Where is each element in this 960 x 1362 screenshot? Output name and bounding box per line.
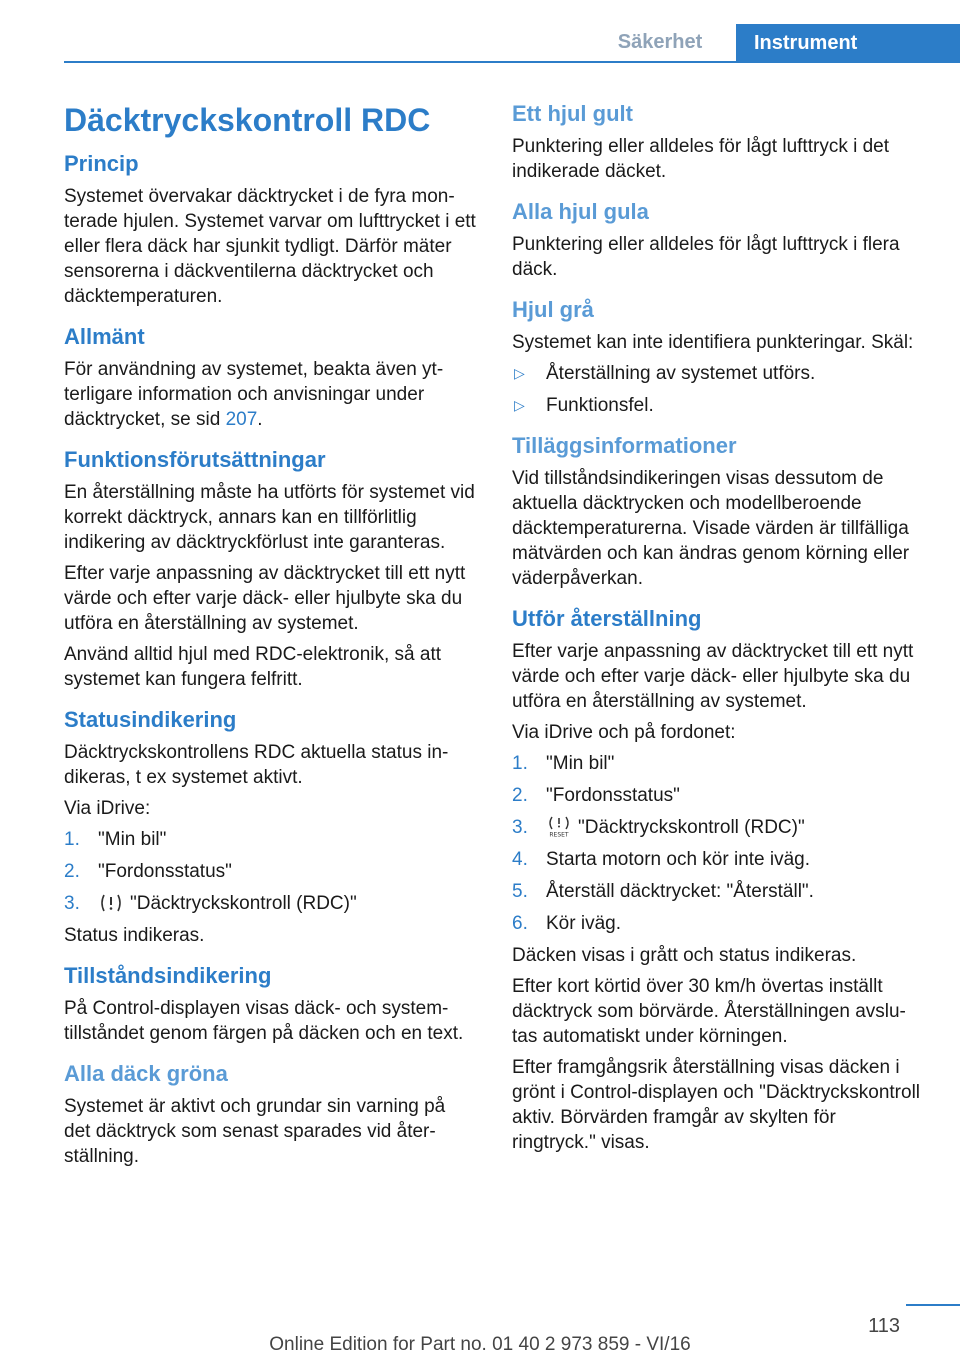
reset-label: RESET: [549, 831, 569, 838]
page-link[interactable]: 207: [225, 409, 258, 430]
heading-funktion: Funktionsförutsättningar: [64, 447, 326, 472]
step-text: Återställ däcktrycket: "Återställ".: [546, 881, 814, 902]
text-utfor-3: Däcken visas i grått och status indikeras.: [512, 945, 857, 966]
chapter-tab[interactable]: Instrument: [736, 24, 960, 62]
edition-text: Online Edition for Part no. 01 40 2 973 859 - VI/16: [269, 1334, 691, 1355]
status-steps: [64, 827, 476, 916]
heading-grona: Alla däck gröna: [64, 1061, 228, 1086]
reset-steps: [512, 751, 924, 936]
text-princip: Systemet övervakar däcktrycket i de fyra mon-terade hjulen. Systemet varvar om lufttrycket i ett eller flera däck har sjunkit tydligt. Därför mäter sensorerna i däckventilerna däcktrycket och däcktemperaturen.: [64, 186, 476, 307]
text-tillagg: Vid tillståndsindikeringen visas dessutom de aktuella däcktrycken och modellberoende däcktemperaturerna. Visade värden är tillfälliga mätvärden och kan ändras genom körning eller väderpåverkan.: [512, 468, 910, 589]
step-number: 1.: [64, 829, 80, 850]
step-text: Starta motorn och kör inte iväg.: [546, 849, 811, 870]
heading-gult: Ett hjul gult: [512, 101, 633, 126]
heading-tillagg: Tilläggsinformationer: [512, 433, 737, 458]
text-grona: Systemet är aktivt och grundar sin varning på det däcktryck som senast sparades vid åter-ställning.: [64, 1096, 446, 1167]
step-text: "Däcktryckskontroll (RDC)": [578, 817, 805, 838]
text-utfor-1: Efter varje anpassning av däcktrycket till ett nytt värde och efter varje däck- eller hjulbyte ska du utföra en återställning av systemet.: [512, 641, 914, 712]
text-allmant-tail: .: [257, 409, 263, 430]
text-status-1: Däcktryckskontrollens RDC aktuella status in-dikeras, t ex systemet aktivt.: [64, 742, 449, 788]
step-text: "Däcktryckskontroll (RDC)": [130, 893, 357, 914]
page-title: Däcktryckskontroll RDC: [64, 102, 431, 138]
step-number: 4.: [512, 849, 528, 870]
bullet-text: Funktionsfel.: [546, 395, 654, 416]
step-number: 6.: [512, 913, 528, 934]
heading-gula: Alla hjul gula: [512, 199, 649, 224]
step-text: "Min bil": [98, 829, 167, 850]
text-utfor-2: Via iDrive och på fordonet:: [512, 722, 736, 743]
text-tillstand: På Control-displayen visas däck- och system-tillståndet genom färgen på däcken och en text.: [64, 998, 464, 1044]
text-funktion-1: En återställning måste ha utförts för systemet vid korrekt däcktryck, annars kan en tillförlitlig indikering av däcktryckförlust inte garanteras.: [64, 482, 475, 553]
text-allmant: [64, 357, 476, 432]
step-text: "Fordonsstatus": [546, 785, 680, 806]
heading-gra: Hjul grå: [512, 297, 594, 322]
step-text: Kör iväg.: [546, 913, 621, 934]
step-text: "Fordonsstatus": [98, 861, 232, 882]
tire-warning-icon: [98, 892, 124, 914]
text-allmant-body: För användning av systemet, beakta även yt-terligare information och anvisningar under däcktrycket, se sid: [64, 359, 444, 430]
tire-reset-icon: [546, 816, 572, 838]
text-funktion-2: Efter varje anpassning av däcktrycket till ett nytt värde och efter varje däck- eller hjulbyte ska du utföra en återställning av systemet.: [64, 563, 466, 634]
heading-princip: Princip: [64, 151, 139, 176]
list-item: [512, 847, 924, 872]
step-number: 3.: [64, 893, 80, 914]
text-gra: Systemet kan inte identifiera punkteringar. Skäl:: [512, 332, 914, 353]
list-item: [512, 751, 924, 776]
list-item: [64, 827, 476, 852]
step-number: 5.: [512, 881, 528, 902]
list-item: [512, 783, 924, 808]
reason-list: [512, 361, 924, 418]
text-utfor-5: Efter framgångsrik återställning visas däcken i grönt i Control-displayen och "Däcktryckskontroll aktiv. Börvärden framgår av skylten för ringtryck." visas.: [512, 1057, 921, 1153]
list-item: [512, 393, 924, 418]
heading-utfor: Utför återställning: [512, 606, 702, 631]
step-number: 2.: [64, 861, 80, 882]
footer-rule: [906, 1304, 960, 1306]
heading-tillstand: Tillståndsindikering: [64, 963, 272, 988]
list-item: [64, 859, 476, 884]
triangle-bullet-icon: ▷: [514, 365, 525, 381]
text-utfor-4: Efter kort körtid över 30 km/h övertas inställt däcktryck som börvärde. Återställningen avslu-tas automatiskt under körningen.: [512, 976, 906, 1047]
list-item: [512, 361, 924, 386]
heading-status: Statusindikering: [64, 707, 237, 732]
bullet-text: Återställning av systemet utförs.: [546, 363, 816, 384]
list-item: [512, 879, 924, 904]
step-number: 1.: [512, 753, 528, 774]
page-header: [0, 24, 960, 62]
text-status-3: Status indikeras.: [64, 925, 205, 946]
text-funktion-3: Använd alltid hjul med RDC-elektronik, så att systemet kan fungera felfritt.: [64, 644, 442, 690]
step-text: "Min bil": [546, 753, 615, 774]
list-item: [512, 911, 924, 936]
step-number: 2.: [512, 785, 528, 806]
triangle-bullet-icon: ▷: [514, 397, 525, 413]
right-column: [512, 100, 924, 1155]
text-gula: Punktering eller alldeles för lågt lufttryck i flera däck.: [512, 234, 900, 280]
list-item: [512, 815, 924, 840]
header-rule: [64, 61, 960, 63]
section-tab[interactable]: Säkerhet: [617, 31, 703, 53]
list-item: [64, 891, 476, 916]
page-number: 113: [868, 1315, 900, 1337]
left-column: [64, 100, 476, 1169]
text-gult: Punktering eller alldeles för lågt lufttryck i det indikerade däcket.: [512, 136, 890, 182]
text-status-2: Via iDrive:: [64, 798, 151, 819]
step-number: 3.: [512, 817, 528, 838]
heading-allmant: Allmänt: [64, 324, 145, 349]
